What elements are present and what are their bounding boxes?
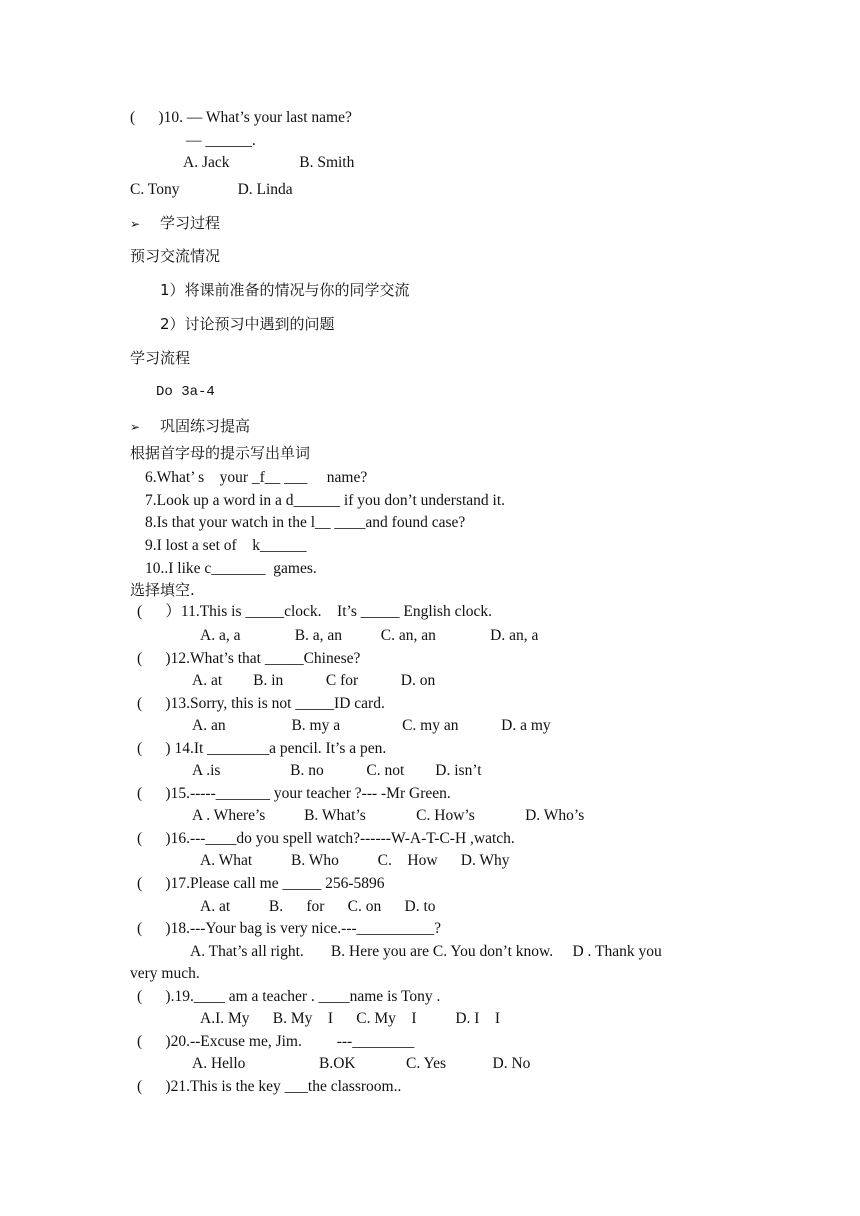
choice-stem: ( )13.Sorry, this is not _____ID card. <box>137 695 385 712</box>
q10-options-cd: C. Tony D. Linda <box>130 181 293 198</box>
section-title-process: 学习过程 <box>160 214 221 232</box>
arrow-bullet-icon: ➢ <box>130 420 141 434</box>
choice-options: A. at B. for C. on D. to <box>200 898 436 915</box>
choice-options: A. at B. in C for D. on <box>192 672 436 689</box>
choice-stem: ( ) 14.It ________a pencil. It’s a pen. <box>137 740 387 757</box>
choice-stem: ( )21.This is the key ___the classroom.. <box>137 1078 402 1095</box>
q10-options-ab: A. Jack B. Smith <box>183 154 355 171</box>
q10-stem: ( )10. — What’s your last name? <box>130 109 352 126</box>
section-heading-process <box>130 213 220 234</box>
arrow-bullet-icon: ➢ <box>130 217 141 231</box>
flow-heading: 学习流程 <box>130 349 191 367</box>
fill-item: 8.Is that your watch in the l__ ____and found case? <box>145 514 466 531</box>
flow-do: Do 3a-4 <box>156 384 215 400</box>
choice-options: A. That’s all right. B. Here you are C. You don’t know. D . Thank you <box>190 943 662 960</box>
choice-stem: ( )15.-----_______ your teacher ?--- -Mr Green. <box>137 785 451 802</box>
choice-options: A .is B. no C. not D. isn’t <box>192 762 482 779</box>
choice-stem: ( )20.--Excuse me, Jim. ---________ <box>137 1033 415 1050</box>
fill-heading: 根据首字母的提示写出单词 <box>130 444 311 462</box>
choice-options: A. an B. my a C. my an D. a my <box>192 717 551 734</box>
choice-stem: ( ).19.____ am a teacher . ____name is Tony . <box>137 988 441 1005</box>
section-heading-practice <box>130 416 250 437</box>
choice-options: A. Hello B.OK C. Yes D. No <box>192 1055 531 1072</box>
choice-options-wrap: very much. <box>130 965 200 982</box>
preview-step-1: 1）将课前准备的情况与你的同学交流 <box>160 281 410 299</box>
choice-stem: ( )17.Please call me _____ 256-5896 <box>137 875 385 892</box>
preview-step-2: 2）讨论预习中遇到的问题 <box>160 315 335 333</box>
choice-stem: ( )12.What’s that _____Chinese? <box>137 650 361 667</box>
preview-heading: 预习交流情况 <box>130 247 221 265</box>
q10-answer-line: — ______. <box>186 132 256 149</box>
choice-stem: ( ）11.This is _____clock. It’s _____ English clock. <box>137 603 493 620</box>
fill-item: 9.I lost a set of k______ <box>145 537 307 554</box>
choice-options: A . Where’s B. What’s C. How’s D. Who’s <box>192 807 585 824</box>
choice-heading: 选择填空. <box>130 581 195 599</box>
choice-options: A. a, a B. a, an C. an, an D. an, a <box>200 627 539 644</box>
fill-item: 6.What’ s your _f__ ___ name? <box>145 469 368 486</box>
fill-item: 10..I like c_______ games. <box>145 560 317 577</box>
fill-item: 7.Look up a word in a d______ if you don’t understand it. <box>145 492 506 509</box>
choice-stem: ( )18.---Your bag is very nice.---__________? <box>137 920 442 937</box>
choice-options: A. What B. Who C. How D. Why <box>200 852 510 869</box>
choice-stem: ( )16.---____do you spell watch?------W-A-T-C-H ,watch. <box>137 830 515 847</box>
choice-options: A.I. My B. My I C. My I D. I I <box>200 1010 501 1027</box>
section-title-practice: 巩固练习提高 <box>160 417 251 435</box>
